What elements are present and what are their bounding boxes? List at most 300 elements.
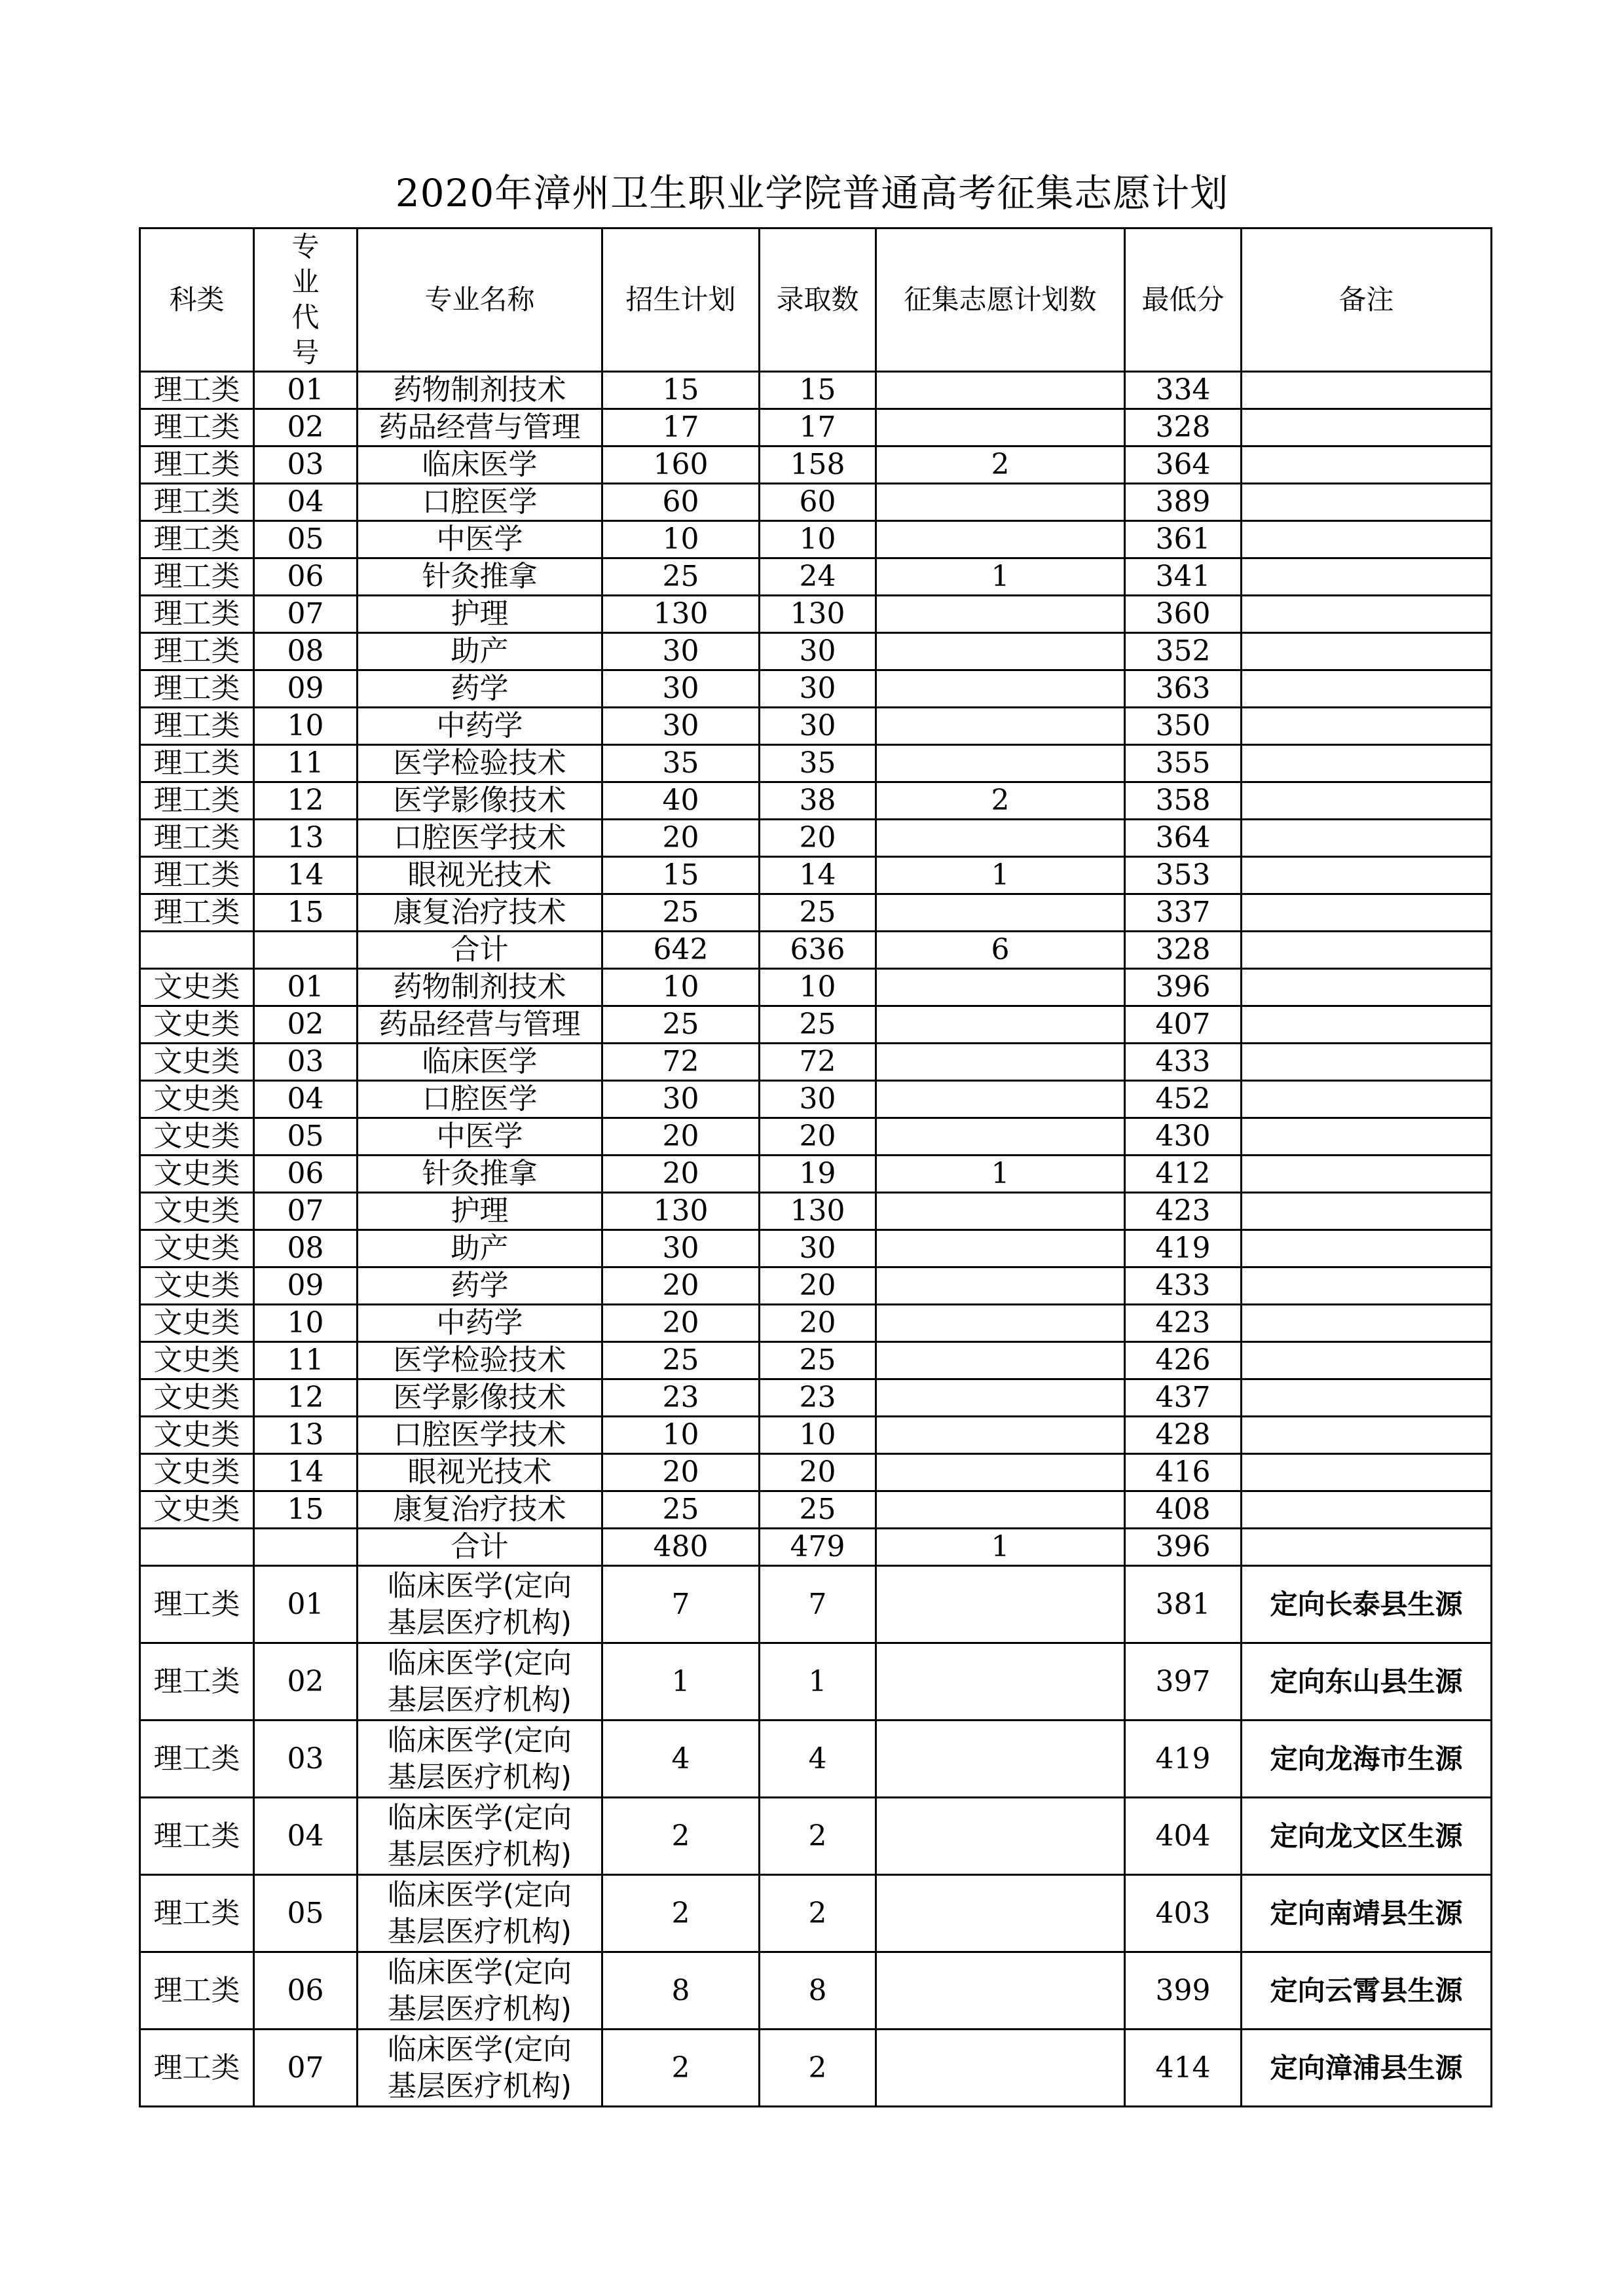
- major-name-cell: [358, 1721, 602, 1798]
- major-name-cell: 药物制剂技术: [358, 969, 602, 1006]
- header-code: 专业代号: [254, 228, 358, 372]
- category-cell: 理工类: [140, 1643, 254, 1721]
- major-name-line-1: 临床医学(定向: [387, 1800, 572, 1834]
- table-row: [140, 633, 1492, 670]
- plan-cell: 130: [602, 596, 760, 633]
- note-cell: [1242, 1267, 1492, 1305]
- table-row: [140, 1454, 1492, 1491]
- collect-cell: [876, 372, 1125, 409]
- category-cell: 文史类: [140, 1006, 254, 1044]
- plan-cell: 8: [602, 1952, 760, 2030]
- min-score-cell: 428: [1125, 1417, 1242, 1454]
- admitted-cell: 38: [760, 782, 876, 820]
- total-row: [140, 1529, 1492, 1566]
- major-name-cell: [358, 1952, 602, 2030]
- major-name-cell: 医学影像技术: [358, 782, 602, 820]
- category-cell: 文史类: [140, 1305, 254, 1342]
- collect-cell: [876, 1267, 1125, 1305]
- category-cell: 文史类: [140, 1379, 254, 1417]
- admitted-cell: 158: [760, 446, 876, 484]
- min-score-cell: 419: [1125, 1721, 1242, 1798]
- collect-cell: 1: [876, 1156, 1125, 1193]
- plan-cell: 17: [602, 409, 760, 446]
- plan-cell: 2: [602, 1875, 760, 1952]
- plan-cell: 15: [602, 857, 760, 894]
- min-score-cell: 364: [1125, 820, 1242, 857]
- min-score-cell: 412: [1125, 1156, 1242, 1193]
- admitted-cell: 10: [760, 1417, 876, 1454]
- total-collect: 1: [876, 1529, 1125, 1566]
- admitted-cell: 8: [760, 1952, 876, 2030]
- note-cell: [1242, 1156, 1492, 1193]
- collect-cell: [876, 1118, 1125, 1156]
- category-cell: 文史类: [140, 1118, 254, 1156]
- min-score-cell: 355: [1125, 745, 1242, 782]
- admitted-cell: 20: [760, 1305, 876, 1342]
- table-row: [140, 446, 1492, 484]
- admitted-cell: 24: [760, 558, 876, 596]
- category-cell: 理工类: [140, 820, 254, 857]
- admitted-cell: 20: [760, 1118, 876, 1156]
- min-score-cell: 397: [1125, 1643, 1242, 1721]
- collect-cell: [876, 1342, 1125, 1379]
- admitted-cell: 35: [760, 745, 876, 782]
- plan-cell: 160: [602, 446, 760, 484]
- major-name-cell: 药学: [358, 1267, 602, 1305]
- note-cell: [1242, 484, 1492, 521]
- code-cell: 06: [254, 1952, 358, 2030]
- major-name-cell: 临床医学: [358, 1044, 602, 1081]
- collect-cell: [876, 1491, 1125, 1529]
- plan-cell: 15: [602, 372, 760, 409]
- code-cell: 12: [254, 1379, 358, 1417]
- code-cell: 14: [254, 857, 358, 894]
- note-cell: [1242, 670, 1492, 708]
- note-cell: 定向龙海市生源: [1242, 1721, 1492, 1798]
- min-score-cell: 414: [1125, 2030, 1242, 2107]
- plan-cell: 25: [602, 894, 760, 932]
- collect-cell: [876, 521, 1125, 558]
- admitted-cell: 25: [760, 1006, 876, 1044]
- category-cell: 理工类: [140, 372, 254, 409]
- collect-cell: [876, 1417, 1125, 1454]
- total-plan: 480: [602, 1529, 760, 1566]
- plan-cell: 25: [602, 1006, 760, 1044]
- code-cell: 04: [254, 1798, 358, 1875]
- category-cell: 理工类: [140, 521, 254, 558]
- table-row: [140, 558, 1492, 596]
- table-row: [140, 1342, 1492, 1379]
- plan-cell: 2: [602, 2030, 760, 2107]
- category-cell: 文史类: [140, 1454, 254, 1491]
- code-cell: 09: [254, 1267, 358, 1305]
- total-row: [140, 932, 1492, 969]
- total-plan: 642: [602, 932, 760, 969]
- total-min-score: 396: [1125, 1529, 1242, 1566]
- collect-cell: [876, 484, 1125, 521]
- major-name-cell: [358, 1798, 602, 1875]
- code-cell: 10: [254, 708, 358, 745]
- admitted-cell: 7: [760, 1566, 876, 1643]
- min-score-cell: 419: [1125, 1230, 1242, 1267]
- code-cell: 03: [254, 1044, 358, 1081]
- table-row: [140, 1081, 1492, 1118]
- major-name-cell: 针灸推拿: [358, 558, 602, 596]
- table-row: [140, 1193, 1492, 1230]
- code-cell: 11: [254, 1342, 358, 1379]
- major-name-line-2: 基层医疗机构): [387, 1992, 572, 2026]
- table-row: [140, 372, 1492, 409]
- admitted-cell: 25: [760, 894, 876, 932]
- admitted-cell: 14: [760, 857, 876, 894]
- directed-row: [140, 2030, 1492, 2107]
- category-cell: 理工类: [140, 1721, 254, 1798]
- note-cell: [1242, 558, 1492, 596]
- category-cell: 文史类: [140, 1081, 254, 1118]
- category-cell: 理工类: [140, 1798, 254, 1875]
- collect-cell: [876, 596, 1125, 633]
- collect-cell: [876, 894, 1125, 932]
- table-row: [140, 1044, 1492, 1081]
- empty-cell: [140, 1529, 254, 1566]
- collect-cell: [876, 1081, 1125, 1118]
- table-row: [140, 708, 1492, 745]
- min-score-cell: 364: [1125, 446, 1242, 484]
- admitted-cell: 2: [760, 1875, 876, 1952]
- major-name-cell: 眼视光技术: [358, 857, 602, 894]
- major-name-line-1: 临床医学(定向: [387, 2032, 572, 2066]
- plan-cell: 20: [602, 1267, 760, 1305]
- category-cell: 理工类: [140, 2030, 254, 2107]
- code-cell: 03: [254, 1721, 358, 1798]
- category-cell: 理工类: [140, 857, 254, 894]
- min-score-cell: 389: [1125, 484, 1242, 521]
- admitted-cell: 30: [760, 708, 876, 745]
- collect-cell: [876, 1952, 1125, 2030]
- admitted-cell: 20: [760, 820, 876, 857]
- major-name-cell: 口腔医学技术: [358, 1417, 602, 1454]
- plan-cell: 7: [602, 1566, 760, 1643]
- category-cell: 文史类: [140, 1044, 254, 1081]
- admitted-cell: 23: [760, 1379, 876, 1417]
- code-cell: 05: [254, 1118, 358, 1156]
- major-name-line-2: 基层医疗机构): [387, 1683, 572, 1717]
- collect-cell: [876, 409, 1125, 446]
- collect-cell: 2: [876, 782, 1125, 820]
- total-label: 合计: [358, 1529, 602, 1566]
- min-score-cell: 407: [1125, 1006, 1242, 1044]
- min-score-cell: 341: [1125, 558, 1242, 596]
- admitted-cell: 15: [760, 372, 876, 409]
- plan-cell: 1: [602, 1643, 760, 1721]
- note-cell: [1242, 596, 1492, 633]
- note-cell: [1242, 1491, 1492, 1529]
- plan-cell: 23: [602, 1379, 760, 1417]
- code-cell: 01: [254, 969, 358, 1006]
- code-cell: 04: [254, 484, 358, 521]
- major-name-cell: 中医学: [358, 521, 602, 558]
- plan-cell: 20: [602, 1118, 760, 1156]
- category-cell: 文史类: [140, 1267, 254, 1305]
- major-name-cell: 护理: [358, 1193, 602, 1230]
- code-cell: 02: [254, 1643, 358, 1721]
- note-cell: [1242, 1417, 1492, 1454]
- note-cell: [1242, 1193, 1492, 1230]
- category-cell: 文史类: [140, 1342, 254, 1379]
- table-row: [140, 1006, 1492, 1044]
- code-cell: 01: [254, 1566, 358, 1643]
- category-cell: 理工类: [140, 670, 254, 708]
- major-name-cell: 康复治疗技术: [358, 894, 602, 932]
- empty-cell: [254, 1529, 358, 1566]
- code-cell: 02: [254, 1006, 358, 1044]
- category-cell: 理工类: [140, 596, 254, 633]
- header-note: 备注: [1242, 228, 1492, 372]
- category-cell: 理工类: [140, 409, 254, 446]
- major-name-line-1: 临床医学(定向: [387, 1646, 572, 1680]
- major-name-line-2: 基层医疗机构): [387, 1837, 572, 1871]
- plan-table: [139, 227, 1492, 2107]
- directed-row: [140, 1643, 1492, 1721]
- total-admitted: 636: [760, 932, 876, 969]
- code-cell: 04: [254, 1081, 358, 1118]
- major-name-cell: 康复治疗技术: [358, 1491, 602, 1529]
- note-cell: 定向长泰县生源: [1242, 1566, 1492, 1643]
- plan-cell: 25: [602, 1342, 760, 1379]
- table-row: [140, 894, 1492, 932]
- total-label: 合计: [358, 932, 602, 969]
- table-row: [140, 745, 1492, 782]
- note-cell: [1242, 745, 1492, 782]
- header-row: [140, 228, 1492, 372]
- major-name-line-2: 基层医疗机构): [387, 1605, 572, 1639]
- note-cell: [1242, 446, 1492, 484]
- min-score-cell: 426: [1125, 1342, 1242, 1379]
- note-cell: [1242, 857, 1492, 894]
- major-name-line-2: 基层医疗机构): [387, 2069, 572, 2103]
- code-cell: 09: [254, 670, 358, 708]
- note-cell: [1242, 708, 1492, 745]
- min-score-cell: 416: [1125, 1454, 1242, 1491]
- major-name-cell: [358, 1643, 602, 1721]
- table-row: [140, 409, 1492, 446]
- plan-cell: 130: [602, 1193, 760, 1230]
- min-score-cell: 363: [1125, 670, 1242, 708]
- plan-cell: 2: [602, 1798, 760, 1875]
- min-score-cell: 433: [1125, 1044, 1242, 1081]
- category-cell: 理工类: [140, 894, 254, 932]
- major-name-line-2: 基层医疗机构): [387, 1760, 572, 1794]
- plan-cell: 30: [602, 708, 760, 745]
- category-cell: 理工类: [140, 1952, 254, 2030]
- directed-row: [140, 1798, 1492, 1875]
- code-cell: 08: [254, 1230, 358, 1267]
- note-cell: [1242, 372, 1492, 409]
- directed-row: [140, 1875, 1492, 1952]
- admitted-cell: 72: [760, 1044, 876, 1081]
- major-name-cell: 口腔医学: [358, 484, 602, 521]
- plan-cell: 4: [602, 1721, 760, 1798]
- collect-cell: [876, 708, 1125, 745]
- major-name-cell: 药品经营与管理: [358, 409, 602, 446]
- plan-cell: 20: [602, 1305, 760, 1342]
- directed-row: [140, 1566, 1492, 1643]
- major-name-cell: 药物制剂技术: [358, 372, 602, 409]
- min-score-cell: 452: [1125, 1081, 1242, 1118]
- table-row: [140, 521, 1492, 558]
- note-cell: [1242, 782, 1492, 820]
- collect-cell: [876, 1379, 1125, 1417]
- major-name-line-1: 临床医学(定向: [387, 1569, 572, 1603]
- code-cell: 13: [254, 820, 358, 857]
- category-cell: 理工类: [140, 633, 254, 670]
- major-name-cell: 助产: [358, 1230, 602, 1267]
- collect-cell: [876, 1454, 1125, 1491]
- note-cell: [1242, 894, 1492, 932]
- major-name-cell: 助产: [358, 633, 602, 670]
- collect-cell: [876, 1798, 1125, 1875]
- header-admitted: 录取数: [760, 228, 876, 372]
- header-plan: 招生计划: [602, 228, 760, 372]
- major-name-cell: 护理: [358, 596, 602, 633]
- category-cell: 理工类: [140, 558, 254, 596]
- admitted-cell: 10: [760, 521, 876, 558]
- min-score-cell: 353: [1125, 857, 1242, 894]
- admitted-cell: 1: [760, 1643, 876, 1721]
- admitted-cell: 20: [760, 1267, 876, 1305]
- note-cell: [1242, 969, 1492, 1006]
- major-name-cell: [358, 2030, 602, 2107]
- min-score-cell: 423: [1125, 1305, 1242, 1342]
- min-score-cell: 403: [1125, 1875, 1242, 1952]
- code-cell: 14: [254, 1454, 358, 1491]
- min-score-cell: 430: [1125, 1118, 1242, 1156]
- admitted-cell: 17: [760, 409, 876, 446]
- plan-cell: 40: [602, 782, 760, 820]
- collect-cell: [876, 1006, 1125, 1044]
- header-category: 科类: [140, 228, 254, 372]
- directed-row: [140, 1721, 1492, 1798]
- min-score-cell: 423: [1125, 1193, 1242, 1230]
- major-name-cell: 药品经营与管理: [358, 1006, 602, 1044]
- category-cell: 文史类: [140, 1230, 254, 1267]
- category-cell: 理工类: [140, 745, 254, 782]
- note-cell: [1242, 1379, 1492, 1417]
- major-name-cell: 口腔医学技术: [358, 820, 602, 857]
- note-cell: [1242, 409, 1492, 446]
- collect-cell: [876, 1643, 1125, 1721]
- collect-cell: [876, 1193, 1125, 1230]
- table-row: [140, 1417, 1492, 1454]
- major-name-cell: 眼视光技术: [358, 1454, 602, 1491]
- note-cell: [1242, 1230, 1492, 1267]
- empty-cell: [140, 932, 254, 969]
- code-cell: 05: [254, 521, 358, 558]
- note-cell: [1242, 1081, 1492, 1118]
- category-cell: 理工类: [140, 484, 254, 521]
- code-cell: 05: [254, 1875, 358, 1952]
- table-row: [140, 1379, 1492, 1417]
- major-name-cell: [358, 1566, 602, 1643]
- table-row: [140, 820, 1492, 857]
- admitted-cell: 2: [760, 1798, 876, 1875]
- table-row: [140, 596, 1492, 633]
- category-cell: 理工类: [140, 782, 254, 820]
- table-row: [140, 1118, 1492, 1156]
- category-cell: 文史类: [140, 969, 254, 1006]
- admitted-cell: 30: [760, 1081, 876, 1118]
- code-cell: 13: [254, 1417, 358, 1454]
- min-score-cell: 361: [1125, 521, 1242, 558]
- note-cell: [1242, 1342, 1492, 1379]
- plan-cell: 20: [602, 1156, 760, 1193]
- plan-cell: 25: [602, 1491, 760, 1529]
- category-cell: 理工类: [140, 708, 254, 745]
- note-cell: [1242, 633, 1492, 670]
- category-cell: 文史类: [140, 1417, 254, 1454]
- directed-row: [140, 1952, 1492, 2030]
- category-cell: 理工类: [140, 1875, 254, 1952]
- note-cell: [1242, 1006, 1492, 1044]
- min-score-cell: 350: [1125, 708, 1242, 745]
- table-row: [140, 484, 1492, 521]
- category-cell: 文史类: [140, 1491, 254, 1529]
- min-score-cell: 381: [1125, 1566, 1242, 1643]
- empty-cell: [1242, 1529, 1492, 1566]
- note-cell: 定向东山县生源: [1242, 1643, 1492, 1721]
- plan-cell: 60: [602, 484, 760, 521]
- major-name-line-2: 基层医疗机构): [387, 1914, 572, 1948]
- note-cell: 定向南靖县生源: [1242, 1875, 1492, 1952]
- code-cell: 07: [254, 2030, 358, 2107]
- admitted-cell: 30: [760, 633, 876, 670]
- collect-cell: [876, 1044, 1125, 1081]
- table-row: [140, 1267, 1492, 1305]
- code-cell: 06: [254, 558, 358, 596]
- collect-cell: 1: [876, 558, 1125, 596]
- note-cell: [1242, 1305, 1492, 1342]
- min-score-cell: 399: [1125, 1952, 1242, 2030]
- note-cell: 定向云霄县生源: [1242, 1952, 1492, 2030]
- admitted-cell: 2: [760, 2030, 876, 2107]
- min-score-cell: 358: [1125, 782, 1242, 820]
- collect-cell: 2: [876, 446, 1125, 484]
- note-cell: [1242, 1454, 1492, 1491]
- plan-cell: 10: [602, 969, 760, 1006]
- major-name-cell: 医学检验技术: [358, 745, 602, 782]
- code-cell: 01: [254, 372, 358, 409]
- code-cell: 15: [254, 1491, 358, 1529]
- collect-cell: [876, 670, 1125, 708]
- collect-cell: [876, 1566, 1125, 1643]
- admitted-cell: 20: [760, 1454, 876, 1491]
- code-cell: 07: [254, 1193, 358, 1230]
- admitted-cell: 25: [760, 1342, 876, 1379]
- collect-cell: [876, 820, 1125, 857]
- admitted-cell: 10: [760, 969, 876, 1006]
- major-name-line-1: 临床医学(定向: [387, 1723, 572, 1757]
- collect-cell: [876, 2030, 1125, 2107]
- plan-cell: 25: [602, 558, 760, 596]
- min-score-cell: 334: [1125, 372, 1242, 409]
- major-name-cell: [358, 1875, 602, 1952]
- collect-cell: [876, 633, 1125, 670]
- admitted-cell: 30: [760, 670, 876, 708]
- major-name-cell: 中药学: [358, 1305, 602, 1342]
- major-name-line-1: 临床医学(定向: [387, 1878, 572, 1912]
- collect-cell: [876, 1721, 1125, 1798]
- admitted-cell: 4: [760, 1721, 876, 1798]
